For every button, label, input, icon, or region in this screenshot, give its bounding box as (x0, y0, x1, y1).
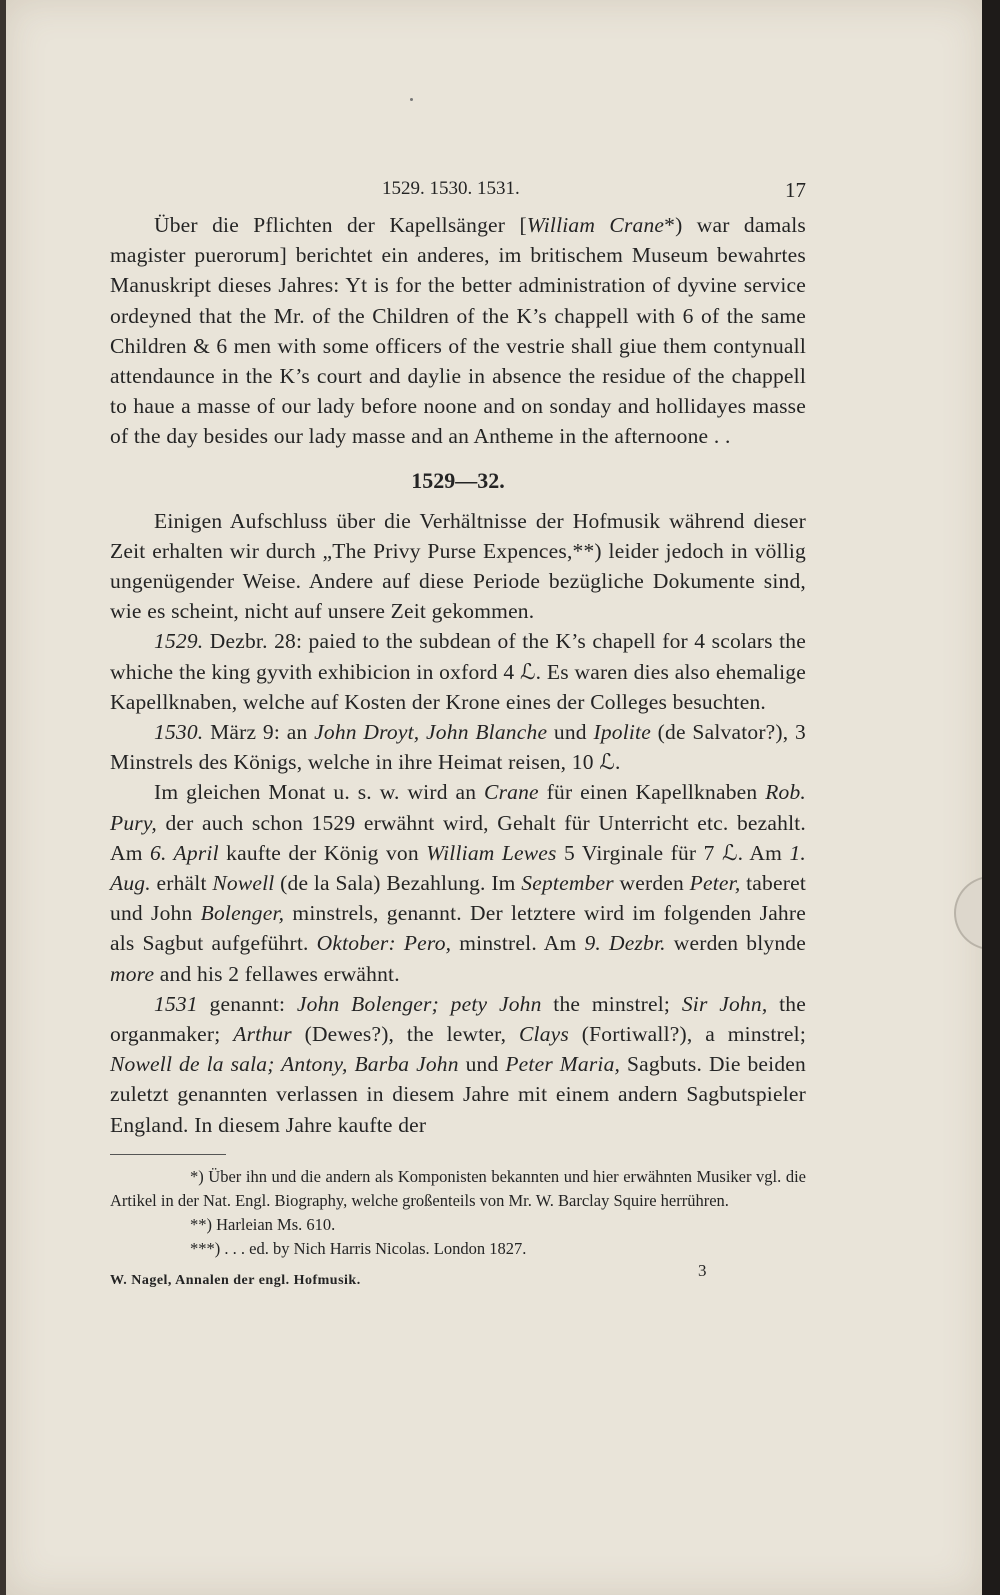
text-run: minstrels, genannt. Der letztere wird im folgenden Jahre als Sagbut aufgeführt. (110, 901, 806, 956)
text-run: werden blynde (665, 931, 806, 956)
italic-text: Rob. Pury, (110, 780, 806, 835)
italic-text: 6. April (150, 840, 219, 865)
text-run: minstrel. Am (451, 931, 585, 956)
italic-text: Oktober: Pero, (316, 931, 452, 956)
page-footer (110, 1260, 806, 1297)
footnote (110, 1165, 806, 1213)
text-run: der auch schon 1529 erwähnt wird, Gehalt für Unterricht etc. bezahlt. Am (110, 810, 806, 865)
paragraph (110, 989, 806, 1140)
text-run: (de Salvator?), 3 Minstrels des Königs, welche in ihre Heimat reisen, 10 ℒ. (110, 720, 807, 775)
text-run: werden (613, 871, 690, 896)
text-run: the minstrel; (541, 991, 682, 1016)
italic-text: Arthur (233, 1022, 292, 1047)
footnote-text: . . . ed. by Nich Harris Nicolas. London 1827. (220, 1238, 527, 1258)
footnote-mark: **) (190, 1214, 212, 1234)
header-years: 1529. 1530. 1531. (382, 178, 520, 199)
text-run: taberet und John (110, 871, 807, 926)
italic-text: William Lewes (426, 840, 557, 865)
text-run: (de la Sala) Bezahlung. Im (274, 871, 522, 896)
footnote (110, 1213, 806, 1237)
italic-text: Nowell (212, 871, 275, 896)
footnote-text: Über ihn und die andern als Komponisten bekannten und hier erwähnten Musiker vgl. die Artikel in der Nat. Engl. Biography, welche großenteils von Mr. W. Barclay Squire herrühren. (110, 1166, 806, 1210)
text-run: genannt: (197, 991, 297, 1016)
footnote-rule (110, 1154, 226, 1155)
text-run: (Dewes?), the lewter, (291, 1022, 519, 1047)
text-run: Einigen Aufschluss über die Verhältnisse der Hofmusik während dieser Zeit erhalten wir durch „The Privy Purse Expences,**) leider jedoch in völlig ungenügender Weise. Andere auf diese Periode bezügliche Dokumente sind, wie es scheint, nicht auf unsere Zeit gekommen. (110, 508, 806, 624)
italic-text: 9. Dezbr. (584, 931, 666, 956)
italic-text: William Crane (526, 213, 665, 237)
paragraph (110, 717, 806, 777)
section-heading: 1529—32. (411, 467, 505, 493)
italic-text: more (110, 961, 155, 986)
sheet-number: 3 (698, 1260, 707, 1280)
footnote-mark: *) (190, 1166, 204, 1186)
italic-text: 1529. (154, 629, 204, 654)
text-run: the organmaker; (110, 991, 806, 1047)
italic-text: John Droyt, John Blanche (314, 720, 548, 745)
intro-section (110, 210, 806, 452)
page-number: 17 (785, 178, 806, 202)
book-page (6, 0, 982, 1595)
text-run: und (547, 720, 594, 745)
footnote (110, 1237, 806, 1261)
paragraph (110, 777, 806, 988)
italic-text: John Bolenger; pety John (296, 991, 542, 1016)
italic-text: Clays (519, 1022, 569, 1047)
italic-text: 1. Aug. (110, 840, 806, 896)
text-run: und (458, 1052, 506, 1077)
italic-text: Crane (484, 780, 539, 805)
scan-right-edge (982, 0, 1000, 1595)
italic-text: Peter Maria, (505, 1052, 621, 1077)
footnote-text: Harleian Ms. 610. (212, 1214, 336, 1234)
text-run: Im gleichen Monat u. s. w. wird an (154, 780, 485, 805)
italic-text: September (521, 871, 614, 896)
section-body (110, 506, 806, 1140)
text-run: erhält (150, 871, 213, 896)
text-run: für einen Kapellknaben (538, 780, 766, 805)
text-run: März 9: an (203, 720, 315, 745)
text-run: Dezbr. 28: paied to the subdean of the K’s chapell for 4 scolars the whiche the king gyvith exhibicion in oxford 4 ℒ. Es waren dies also ehemalige Kapellknaben, welche auf Kosten der Krone eines der Colleges besuchten. (110, 629, 806, 714)
text-run: (Fortiwall?), a minstrel; (568, 1022, 806, 1047)
page-clip-mark (954, 876, 982, 950)
signature-line: W. Nagel, Annalen der engl. Hofmusik. (110, 1272, 361, 1288)
text-run: 5 Virginale für 7 ℒ. Am (556, 840, 790, 865)
text-run: Sagbuts. Die beiden zuletzt genannten verlassen in diesem Jahre mit einem andern Sagbutspieler England. In diesem Jahre kaufte der (110, 1052, 806, 1137)
text-run: and his 2 fellawes erwähnt. (154, 961, 400, 986)
text-run: Über die Pflichten der Kapellsänger [ (154, 213, 527, 237)
footnotes (110, 1165, 806, 1261)
page-content (110, 178, 806, 1297)
italic-text: 1530. (154, 720, 204, 745)
italic-text: Sir John, (681, 991, 768, 1016)
italic-text: Peter, (689, 871, 741, 896)
paragraph (110, 506, 806, 627)
italic-text: Ipolite (593, 720, 651, 745)
footnote-mark: ***) (190, 1238, 221, 1258)
italic-text: 1531 (154, 991, 198, 1016)
running-header (110, 178, 806, 210)
text-run: kaufte der König von (218, 840, 427, 865)
italic-text: Nowell de la sala; Antony, Barba John (110, 1052, 459, 1077)
paper-speck (410, 98, 413, 101)
paragraph (110, 210, 806, 452)
paragraph (110, 626, 806, 717)
italic-text: Bolenger, (200, 901, 285, 926)
text-run: *) war damals magister puerorum] berichtet ein anderes, im britischem Museum bewahrtes Manuskript dieses Jahres: Yt is for the better administration of dyvine service ordeyned that the Mr. of the Children of the K’s chappell with 6 of the same Children & 6 men with some officers of the vestrie shall giue them contynuall attendaunce in the K’s court and daylie in absence the residue of the chappell to haue a masse of our lady before noone and on sonday and hollidayes masse of the day besides our lady masse and an Antheme in the afternoone . . (110, 213, 806, 449)
